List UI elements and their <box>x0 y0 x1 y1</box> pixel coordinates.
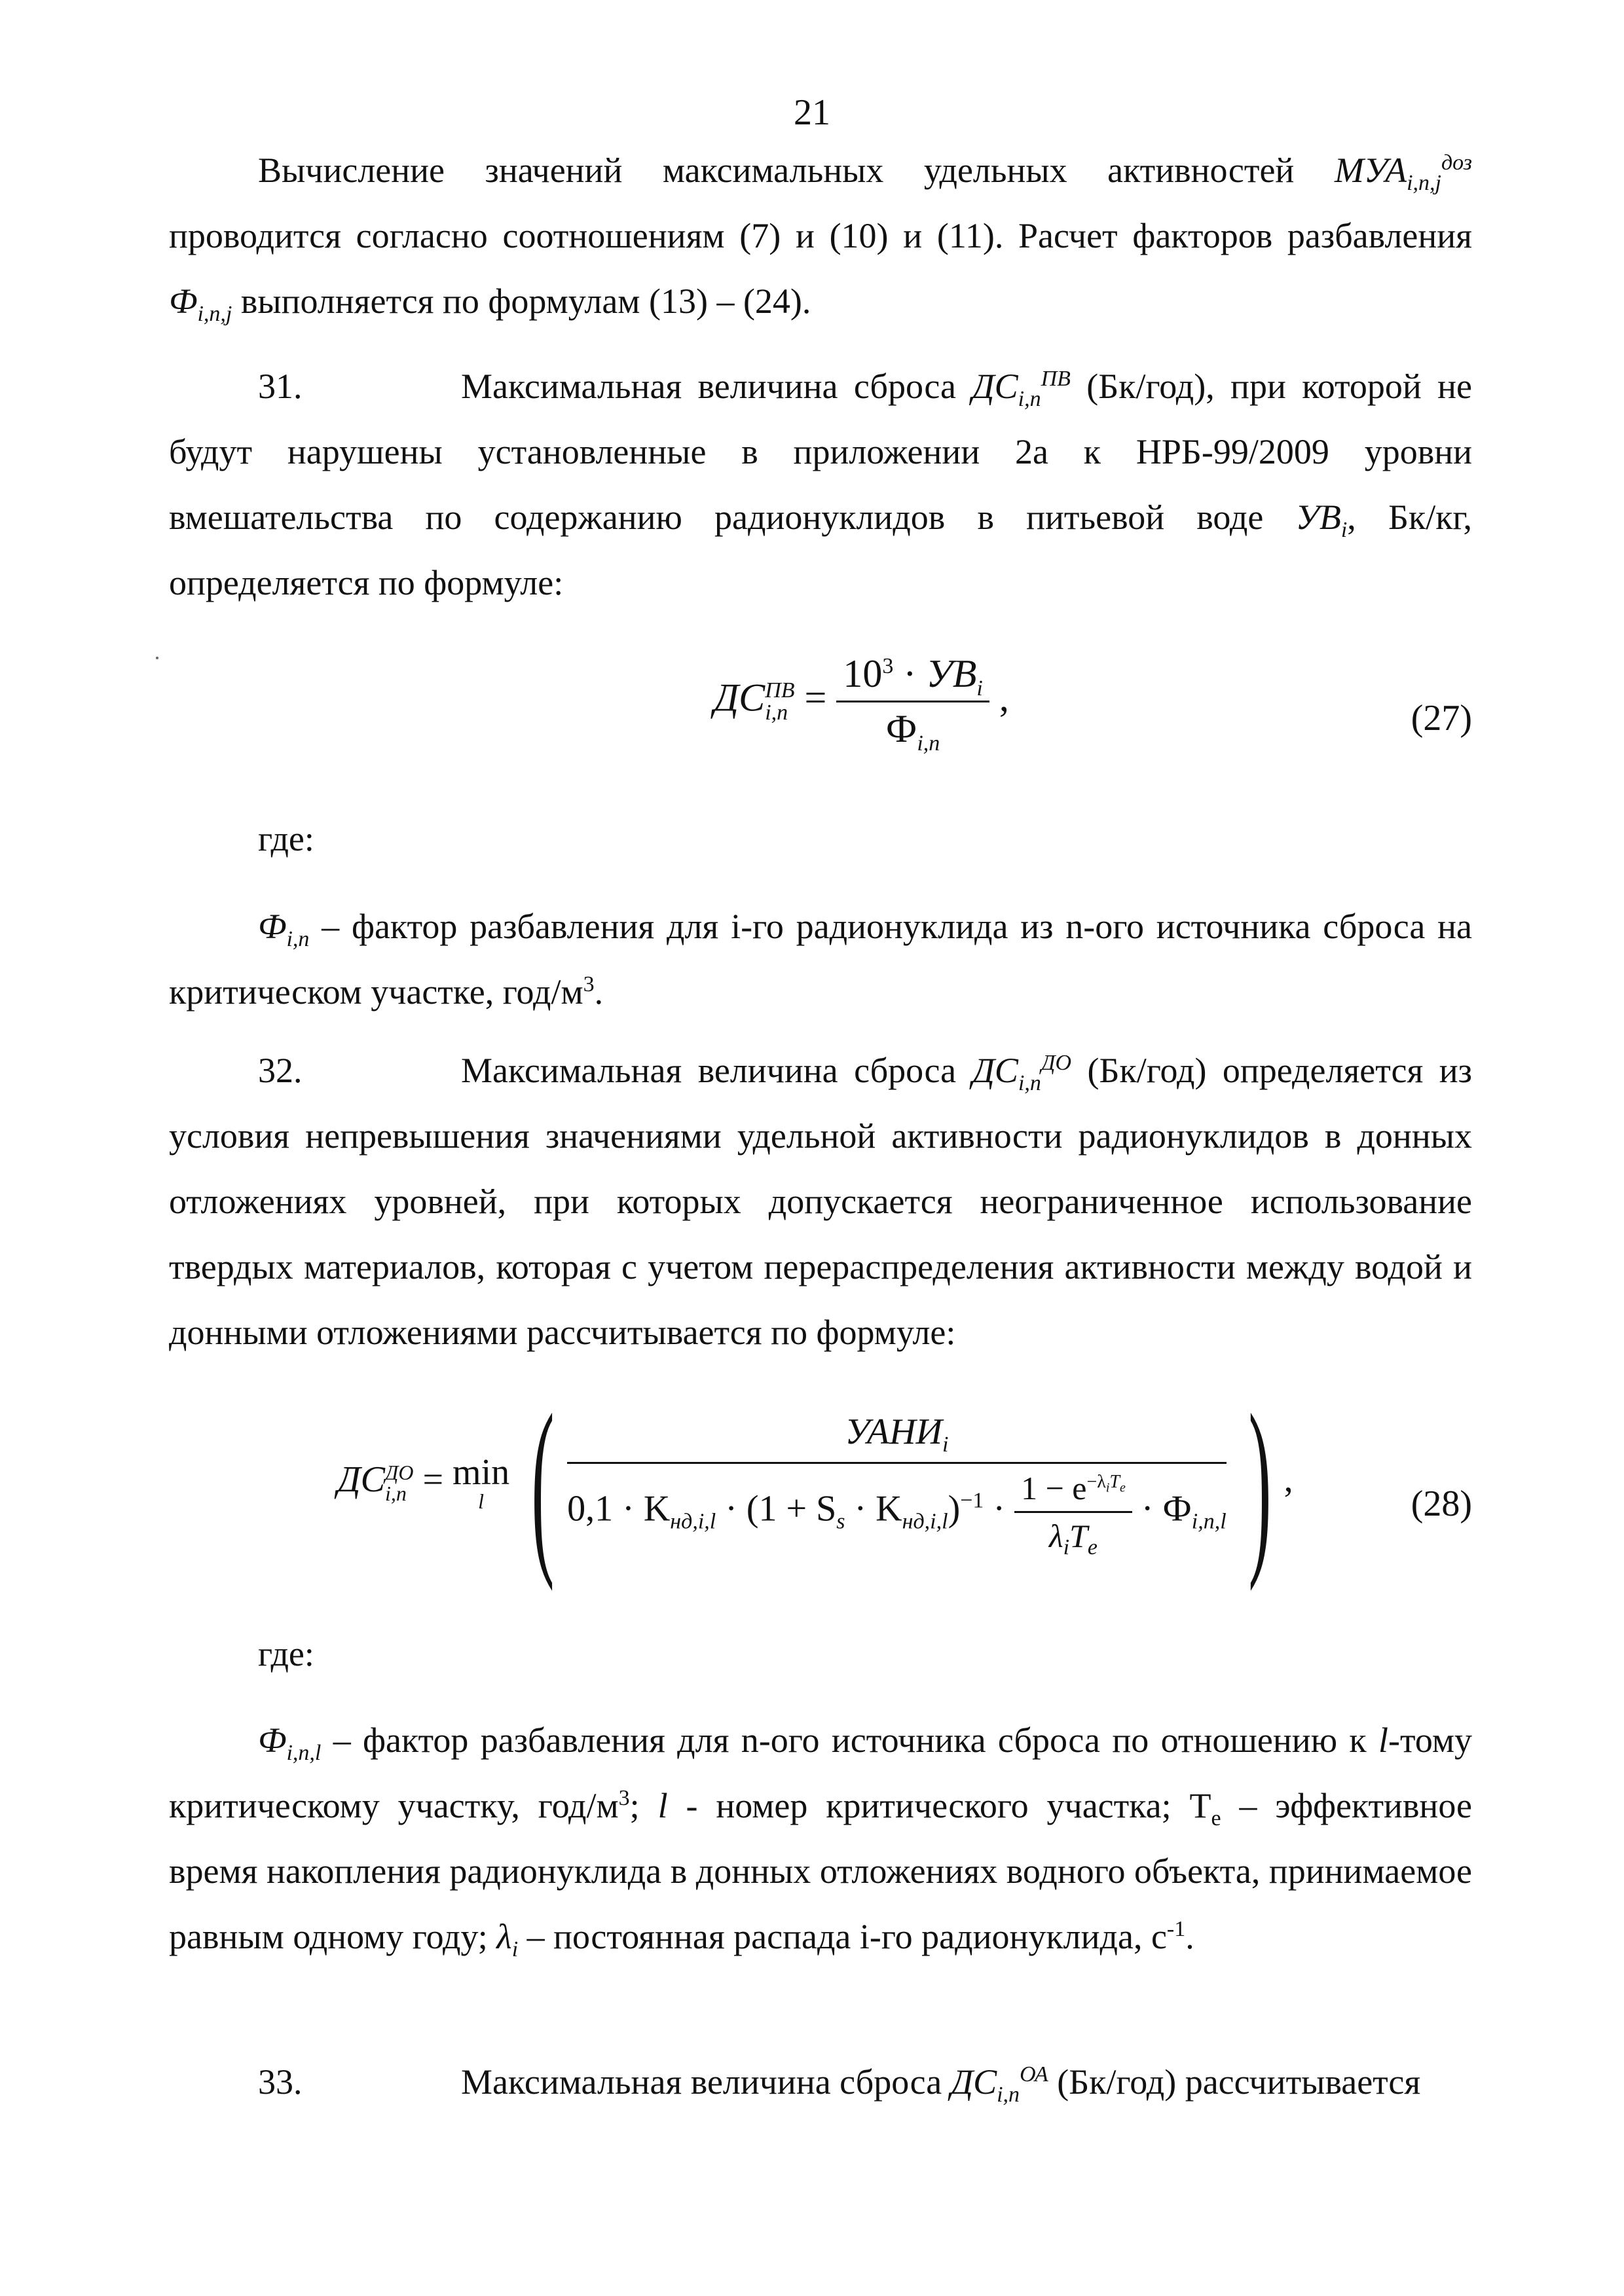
equation-number-27: (27) <box>1411 698 1472 738</box>
formula-28-fraction: $УАНИ_i$ $0,1 \cdot K_{нд,i,l} \cdot (1 + S_s \cdot K_{нд,i,l})^{-1}$ · $\frac{1 - e^{-\lambda_iT_e}}{\lambda_iT_e}$ · $Ф_{i,n,l}$ <box>567 1412 1227 1559</box>
definition-phi-in: $Ф_{i,n}$ – фактор разбавления для i-го радионуклида из n-ого источника сброса на критическом участке, год/$м^3$. <box>169 907 1472 1011</box>
equation-number-28: (28) <box>1411 1484 1472 1524</box>
definition-phi-inl: $Ф_{i,n,l}$ – фактор разбавления для n-ого источника сброса по отношению к l-тому критическому участку, год/$м^3$; l - номер критического участка; $T_e$ – эффективное время накопления радионуклида в донных отложениях водного объекта, принимаемое равным одному году; $\lambda_i$ – постоянная распада i-го радионуклида, $с^{-1}$. <box>169 1721 1472 1961</box>
section-33-paragraph: 33. Максимальная величина сброса $ДС_{i,n}^{ОА}$ (Бк/год) рассчитывается <box>258 2062 1421 2107</box>
where-label-2: где: <box>258 1634 314 1673</box>
where-label-1: где: <box>258 819 314 858</box>
formula-27-fraction: $\frac{10^3 \cdot УВ_i}{Ф_{i,n}}$ <box>836 651 989 752</box>
section-31-paragraph: 31. Максимальная величина сброса $ДС_{i,n}^{ПВ}$ (Бк/год), при которой не будут нарушены установленные в приложении 2а к НРБ-99/2009 уровни вмешательства по содержанию радионуклидов в питьевой воде $УВ_i$, Бк/кг, определяется по формуле: <box>169 367 1472 602</box>
intro-paragraph: Вычисление значений максимальных удельных активностей $МУА_{i,n,j}^{доз}$ проводится согласно соотношениям (7) и (10) и (11). Расчет факторов разбавления $Ф_{i,n,j}$ выполняется по формулам (13) – (24). <box>169 151 1472 326</box>
page-number: 21 <box>794 92 830 133</box>
scan-dot <box>156 657 158 659</box>
formula-27: ДС ПВ i,n = $\frac{10^3 \cdot УВ_i}{Ф_{i,n}}$ , <box>714 652 1009 756</box>
section-32-paragraph: 32. Максимальная величина сброса $ДС_{i,n}^{ДО}$ (Бк/год) определяется из условия непревышения значениями удельной активности радионуклидов в донных отложениях уровней, при которых допускается неограниченное использование твердых материалов, которая с учетом перераспределения активности между водой и донными отложениями рассчитывается по формуле: <box>169 1051 1472 1352</box>
formula-28: ДС ДО i,n = min l ( $УАНИ_i$ $0,1 \cdot K_{нд,i,l} \cdot (1 + S_s \cdot K_{нд,i,l})^{-1}$ · $\frac{1 - e^{-\lambda_iT_e}}{\lambda_iT_e}$ · $Ф_{i,n,l}$ ) , <box>337 1374 1293 1592</box>
